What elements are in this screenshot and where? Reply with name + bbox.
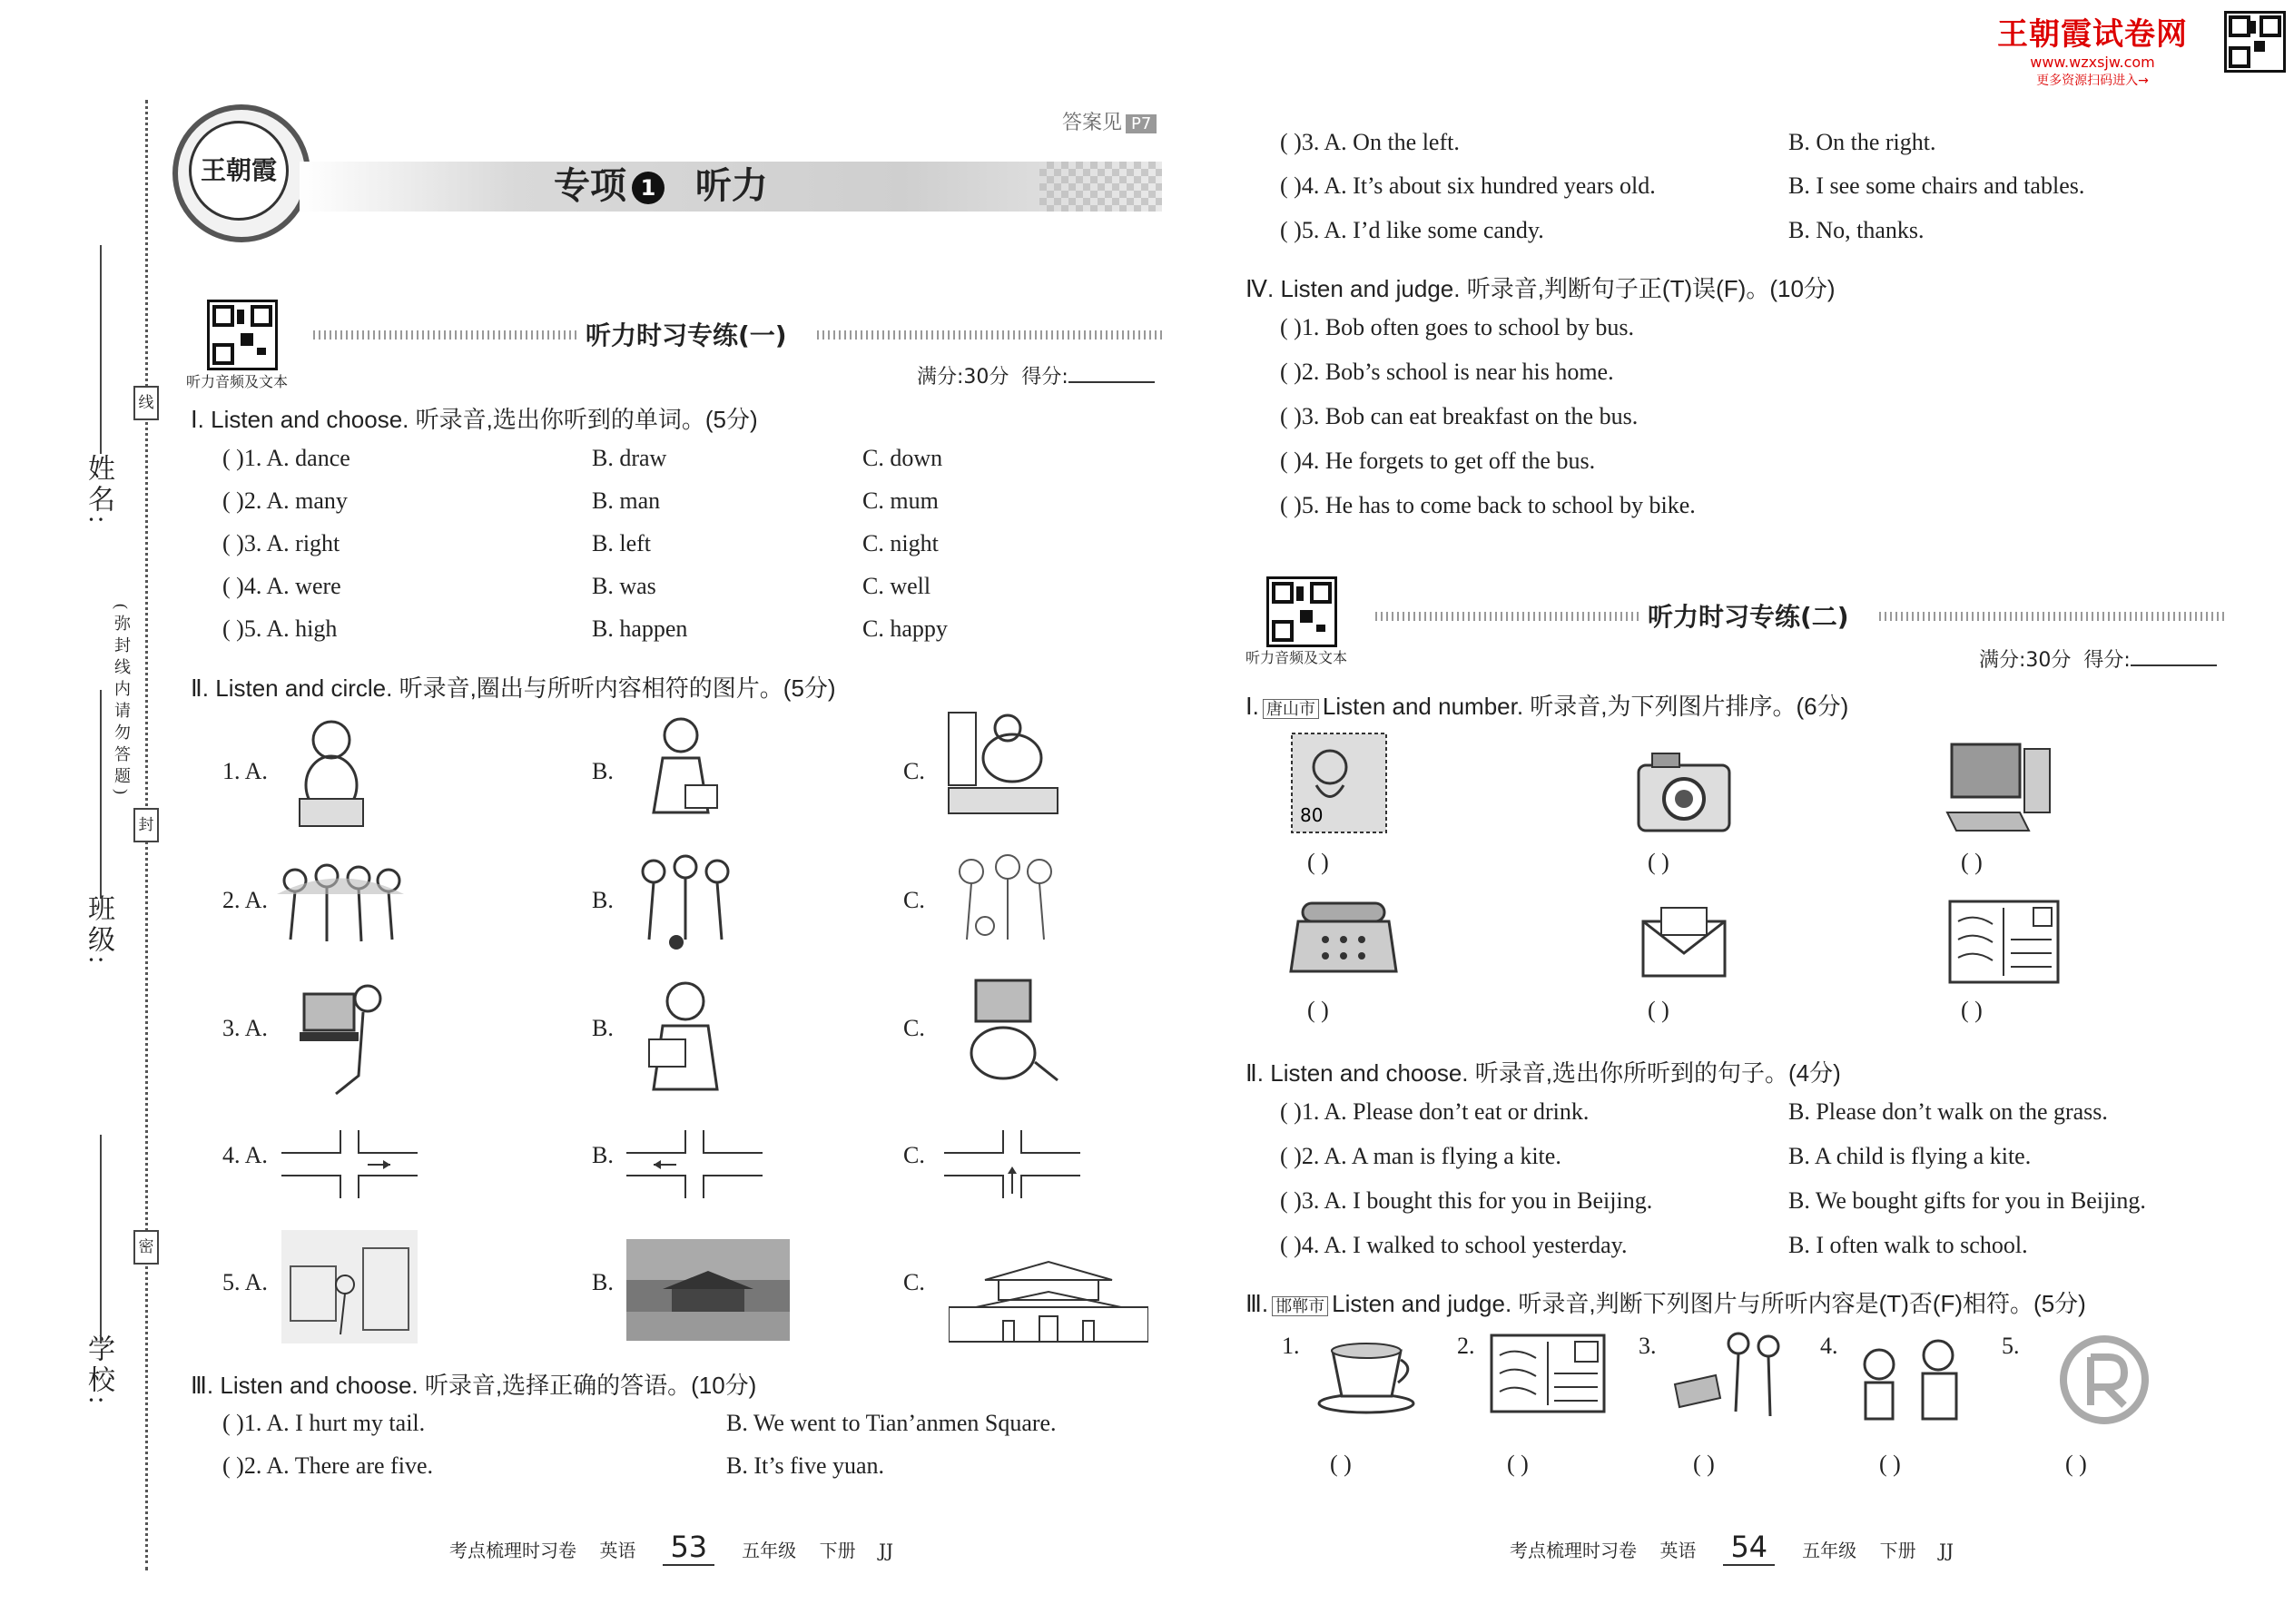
answer-blank[interactable]: ( ) (222, 1452, 244, 1479)
p1-part1-row: ( )2. A. many (222, 487, 348, 514)
option-b: B. happen (592, 615, 688, 642)
practice2-header (1375, 601, 2224, 632)
girl-drawing-icon[interactable] (635, 713, 726, 831)
logo-text: 王朝霞 (189, 121, 289, 221)
answer-blank[interactable]: ( ) (1961, 849, 1983, 875)
computer-icon[interactable] (1943, 740, 2056, 835)
title-checker-decor (1039, 162, 1162, 212)
telephone-icon[interactable] (1289, 894, 1398, 985)
answer-ref-label: 答案见 (1062, 112, 1123, 134)
score-blank[interactable] (2131, 664, 2217, 666)
answer-blank[interactable]: ( ) (222, 445, 244, 471)
pic-label: 3. A. (222, 1015, 268, 1041)
answer-blank[interactable]: ( ) (1280, 403, 1302, 429)
doctor-patient-icon[interactable] (1852, 1333, 1970, 1423)
score-got: 得分: (2083, 649, 2131, 672)
answer-blank[interactable]: ( ) (1280, 314, 1302, 340)
class-label: 班级: (84, 894, 113, 968)
option-b: B. left (592, 530, 651, 556)
seal-mark-line: 线 (133, 386, 159, 420)
brand-qr-icon (2224, 11, 2286, 73)
option-b: B. was (592, 573, 656, 599)
p1-part4-row: ( )3. Bob can eat breakfast on the bus. (1280, 403, 1639, 429)
pic-label: B. (592, 1015, 614, 1041)
p1-part4-row: ( )5. He has to come back to school by bike. (1280, 492, 1696, 518)
dinosaur-computer-icon[interactable] (290, 976, 390, 1098)
option-b: B. Please don’t walk on the grass. (1788, 1098, 2108, 1125)
pic-number: 1. (1282, 1333, 1300, 1359)
answer-blank[interactable]: ( ) (222, 615, 244, 642)
children-dancing-icon[interactable] (272, 858, 409, 953)
option-c: C. night (862, 530, 939, 556)
answer-blank[interactable]: ( ) (222, 487, 244, 514)
answer-blank[interactable]: ( ) (222, 1410, 244, 1436)
answer-blank[interactable]: ( ) (1280, 172, 1302, 199)
p1-part1-row: ( )4. A. were (222, 573, 341, 599)
name-line (100, 245, 102, 454)
camera-icon[interactable] (1634, 749, 1734, 835)
practice1-score (917, 361, 1155, 389)
brand-name: 王朝霞试卷网 (1997, 16, 2188, 53)
seal-mark-seal: 封 (133, 808, 159, 842)
pic-number: 2. (1457, 1333, 1475, 1359)
pic-number: 4. (1820, 1333, 1838, 1359)
no-entry-sign-icon[interactable] (2059, 1334, 2150, 1425)
answer-blank[interactable]: ( ) (1280, 1098, 1302, 1125)
pic-label: C. (903, 887, 925, 913)
region-tag: 唐山市 (1263, 699, 1319, 719)
answer-blank[interactable]: ( ) (1330, 1451, 1352, 1477)
crossroad-right-arrow-icon[interactable] (281, 1130, 418, 1198)
answer-blank[interactable]: ( ) (1307, 997, 1329, 1023)
page-title (554, 162, 768, 212)
option-c: C. well (862, 573, 931, 599)
option-b: B. We bought gifts for you in Beijing. (1788, 1187, 2146, 1214)
girl-phone-icon[interactable] (635, 976, 726, 1094)
answer-blank[interactable]: ( ) (1280, 1232, 1302, 1258)
p2-part2-row: ( )2. A. A man is flying a kite. (1280, 1143, 1561, 1169)
pic-label: C. (903, 758, 925, 784)
footer-right: 考点梳理时习卷 英语 54 五年级 下册 JJ (1510, 1530, 1954, 1564)
score-got: 得分: (1021, 366, 1068, 389)
answer-ref-page: P7 (1126, 114, 1157, 133)
p2-part2-row: ( )3. A. I bought this for you in Beijing. (1280, 1187, 1653, 1214)
p1-part4-title: Ⅳ. Listen and judge. 听录音,判断句子正(T)误(F)。(10分) (1245, 275, 1836, 302)
option-b: B. I often walk to school. (1788, 1232, 2028, 1258)
audio-qr-icon (1266, 576, 1337, 647)
brand-block (1997, 9, 2188, 89)
p1-part3-row: ( )2. A. There are five. (222, 1452, 433, 1479)
stamp-value: 80 (1300, 804, 1324, 826)
answer-blank[interactable]: ( ) (1879, 1451, 1901, 1477)
p1-part1-row: ( )3. A. right (222, 530, 340, 556)
p1-part3-title: Ⅲ. Listen and choose. 听录音,选择正确的答语。(10分) (191, 1372, 757, 1399)
answer-blank[interactable]: ( ) (1961, 997, 1983, 1023)
pic-label: 2. A. (222, 887, 268, 913)
page-number: 53 (663, 1530, 714, 1566)
pic-label: B. (592, 887, 614, 913)
p1-part3-row: ( )3. A. On the left. (1280, 129, 1460, 155)
dinosaur-drawing-icon[interactable] (944, 708, 1062, 817)
pic-label: 1. A. (222, 758, 268, 784)
tiananmen-drawing-icon[interactable] (949, 1257, 1148, 1343)
practice1-title: 听力时习专练(一) (586, 320, 787, 350)
answer-blank[interactable]: ( ) (222, 530, 244, 556)
region-tag: 邯郸市 (1272, 1296, 1328, 1316)
audio-qr-caption: 听力音频及文本 (1245, 649, 1348, 666)
answer-blank[interactable]: ( ) (1507, 1451, 1529, 1477)
score-full: 满分:30分 (917, 366, 1009, 389)
pic-label: C. (903, 1269, 925, 1295)
page-number: 54 (1723, 1530, 1775, 1566)
crossroad-up-arrow-icon[interactable] (944, 1130, 1080, 1198)
title-prefix: 专项 (554, 165, 626, 207)
children-shopping-icon[interactable] (1670, 1330, 1788, 1425)
option-b: B. draw (592, 445, 667, 471)
answer-reference (1062, 107, 1157, 135)
answer-blank[interactable]: ( ) (1280, 1187, 1302, 1214)
p1-part1-row: ( )5. A. high (222, 615, 338, 642)
school-line (100, 1135, 102, 1343)
pic-number: 3. (1639, 1333, 1657, 1359)
monkey-drawing-icon[interactable] (281, 713, 381, 831)
option-c: C. down (862, 445, 943, 471)
score-full: 满分:30分 (1979, 649, 2072, 672)
option-b: B. We went to Tian’anmen Square. (726, 1410, 1057, 1436)
publisher-logo (172, 104, 310, 242)
children-street-icon[interactable] (281, 1230, 418, 1343)
score-blank[interactable] (1068, 381, 1155, 383)
pic-label: B. (592, 758, 614, 784)
answer-blank[interactable]: ( ) (1693, 1451, 1715, 1477)
brand-url: www.wzxsjw.com (2030, 54, 2155, 71)
teacup-icon[interactable] (1314, 1333, 1419, 1414)
answer-blank[interactable]: ( ) (1280, 129, 1302, 155)
title-number: 1 (632, 172, 665, 204)
answer-blank[interactable]: ( ) (1648, 849, 1669, 875)
answer-blank[interactable]: ( ) (1280, 359, 1302, 385)
school-label: 学校: (84, 1334, 113, 1408)
p2-part2-title: Ⅱ. Listen and choose. 听录音,选出你所听到的句子。(4分) (1245, 1059, 1841, 1087)
p2-part3-title: Ⅲ. 邯郸市 Listen and judge. 听录音,判断下列图片与所听内容是(T)否(F)相符。(5分) (1245, 1290, 2086, 1317)
answer-blank[interactable]: ( ) (1648, 997, 1669, 1023)
answer-blank[interactable]: ( ) (222, 573, 244, 599)
pic-label: C. (903, 1015, 925, 1041)
p1-part4-row: ( )2. Bob’s school is near his home. (1280, 359, 1614, 385)
postcard-icon[interactable] (1489, 1333, 1607, 1414)
answer-blank[interactable]: ( ) (1280, 1143, 1302, 1169)
pic-label: B. (592, 1269, 614, 1295)
p1-part1-row: ( )1. A. dance (222, 445, 350, 471)
p1-part4-row: ( )4. He forgets to get off the bus. (1280, 448, 1596, 474)
children-football-icon[interactable] (631, 853, 740, 953)
p1-part2-title: Ⅱ. Listen and circle. 听录音,圈出与所听内容相符的图片。(5分) (191, 674, 836, 702)
postcard-icon[interactable] (1947, 899, 2061, 985)
seal-mark-secret: 密 (133, 1230, 159, 1265)
dinosaur-desk-computer-icon[interactable] (940, 976, 1062, 1094)
monkey-stamp-icon[interactable] (1289, 731, 1389, 835)
p1-part1-title: Ⅰ. Listen and choose. 听录音,选出你听到的单词。(5分) (191, 406, 758, 433)
answer-blank[interactable]: ( ) (1307, 849, 1329, 875)
title-suffix: 听力 (694, 165, 768, 207)
pic-label: B. (592, 1142, 614, 1168)
option-b: B. No, thanks. (1788, 217, 1925, 243)
practice1-header (313, 320, 1162, 350)
option-c: C. happy (862, 615, 948, 642)
brand-slogan: 更多资源扫码进入→ (2036, 74, 2149, 88)
answer-blank[interactable]: ( ) (1280, 217, 1302, 243)
p2-part2-row: ( )4. A. I walked to school yesterday. (1280, 1232, 1628, 1258)
p2-part1-title: Ⅰ. 唐山市 Listen and number. 听录音,为下列图片排序。(6分) (1245, 693, 1849, 720)
p1-part4-row: ( )1. Bob often goes to school by bus. (1280, 314, 1634, 340)
p1-part3-row: ( )5. A. I’d like some candy. (1280, 217, 1544, 243)
audio-qr-icon (207, 300, 278, 370)
seal-note: (弥封线内请勿答题) (113, 604, 131, 800)
palace-photo-icon[interactable] (626, 1239, 790, 1341)
option-b: B. I see some chairs and tables. (1788, 172, 2085, 199)
option-c: C. mum (862, 487, 939, 514)
crossroad-left-arrow-icon[interactable] (626, 1130, 763, 1198)
pic-label: C. (903, 1142, 925, 1168)
answer-blank[interactable]: ( ) (1280, 492, 1302, 518)
envelope-icon[interactable] (1639, 903, 1729, 980)
answer-blank[interactable]: ( ) (2065, 1451, 2087, 1477)
name-label: 姓名: (84, 454, 113, 527)
p1-part3-row: ( )1. A. I hurt my tail. (222, 1410, 426, 1436)
practice2-score (1979, 645, 2217, 673)
footer-left: 考点梳理时习卷 英语 53 五年级 下册 JJ (449, 1530, 894, 1564)
p1-part3-row: ( )4. A. It’s about six hundred years old. (1280, 172, 1656, 199)
audio-qr-caption: 听力音频及文本 (186, 373, 289, 390)
pic-label: 4. A. (222, 1142, 268, 1168)
p2-part2-row: ( )1. A. Please don’t eat or drink. (1280, 1098, 1590, 1125)
option-b: B. A child is flying a kite. (1788, 1143, 2032, 1169)
option-b: B. It’s five yuan. (726, 1452, 885, 1479)
pic-label: 5. A. (222, 1269, 268, 1295)
option-b: B. On the right. (1788, 129, 1936, 155)
pic-number: 5. (2002, 1333, 2020, 1359)
practice2-title: 听力时习专练(二) (1648, 602, 1849, 632)
option-b: B. man (592, 487, 661, 514)
class-line (100, 690, 102, 899)
answer-blank[interactable]: ( ) (1280, 448, 1302, 474)
children-playing-icon[interactable] (944, 849, 1062, 953)
